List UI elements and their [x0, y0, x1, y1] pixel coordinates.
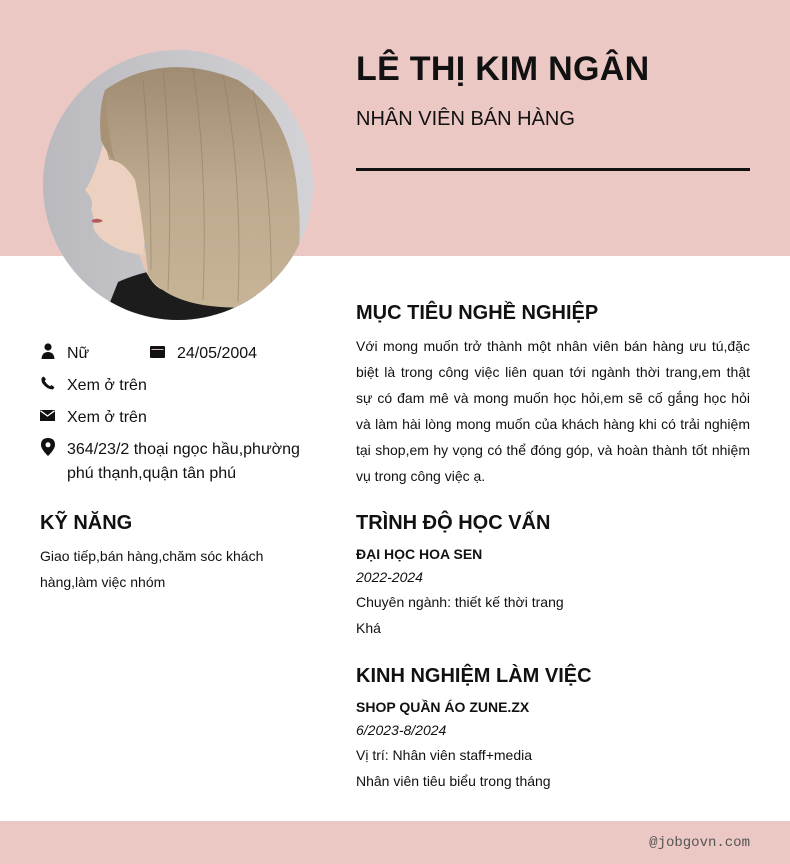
location-pin-icon	[40, 438, 55, 456]
objective-heading: MỤC TIÊU NGHỀ NGHIỆP	[356, 302, 599, 324]
objective-text: Với mong muốn trở thành một nhân viên bán hàng ưu tú,đặc biệt là trong công việc liên quan tới ngành thời trang,em thật sự có đam mê và mong muốn học hỏi,em sẽ cố gắng học hỏi và làm hài lòng mong muốn của khách hàng khi có trải nghiệm tại shop,em hy vọng có thể đóng góp, và hoàn thành tốt nhiệm vụ trong công việc ạ.	[356, 338, 750, 484]
experience-position: Vị trí: Nhân viên staff+media	[356, 747, 532, 763]
candidate-name: LÊ THỊ KIM NGÂN	[356, 50, 650, 88]
email-row	[40, 406, 147, 430]
education-grade: Khá	[356, 620, 381, 636]
experience-heading: KINH NGHIỆM LÀM VIỆC	[356, 665, 592, 687]
education-school: ĐẠI HỌC HOA SEN	[356, 546, 483, 562]
job-title: NHÂN VIÊN BÁN HÀNG	[356, 108, 575, 130]
education-heading: TRÌNH ĐỘ HỌC VẤN	[356, 512, 551, 534]
address-value	[67, 438, 300, 486]
person-icon	[40, 342, 55, 360]
title-divider	[356, 168, 750, 171]
gender-value: Nữ	[67, 345, 90, 362]
experience-achievement: Nhân viên tiêu biểu trong tháng	[356, 773, 551, 789]
phone-value: Xem ở trên	[67, 377, 147, 394]
phone-row	[40, 374, 147, 398]
phone-icon	[40, 374, 55, 392]
birthdate-value: 24/05/2004	[177, 345, 258, 362]
gender-row	[40, 342, 89, 366]
education-major: Chuyên ngành: thiết kế thời trang	[356, 594, 564, 610]
address-row	[40, 438, 300, 486]
address-line-1: 364/23/2 thoại ngọc hầu,phường	[67, 441, 300, 458]
experience-company: SHOP QUẦN ÁO ZUNE.ZX	[356, 699, 530, 715]
profile-photo	[43, 50, 313, 320]
email-value: Xem ở trên	[67, 409, 147, 426]
address-line-2: phú thạnh,quận tân phú	[67, 465, 237, 482]
experience-dates: 6/2023-8/2024	[356, 722, 447, 738]
footer-watermark: @jobgovn.com	[649, 835, 750, 851]
birthdate-row	[150, 342, 257, 366]
skills-heading: KỸ NĂNG	[40, 512, 133, 534]
skills-text: Giao tiếp,bán hàng,chăm sóc khách hàng,làm việc nhóm	[40, 548, 264, 590]
calendar-icon	[150, 342, 165, 360]
mail-icon	[40, 406, 55, 424]
education-dates: 2022-2024	[356, 569, 423, 585]
